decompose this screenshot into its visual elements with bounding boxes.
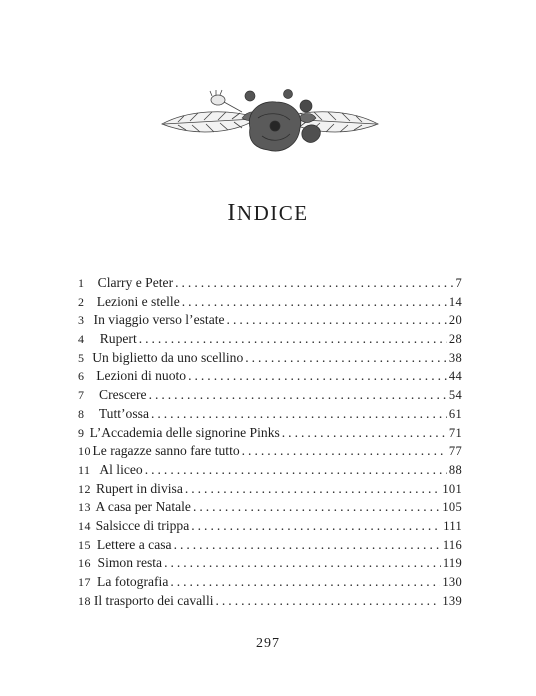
chapter-title: Rupert in divisa (96, 480, 183, 496)
chapter-title: In viaggio verso l’estate (93, 312, 225, 328)
chapter-number: 13 (78, 500, 91, 515)
chapter-number: 2 (78, 294, 85, 309)
chapter-page: 71 (448, 425, 462, 440)
table-of-contents (78, 274, 462, 610)
chapter-title: Salsicce di trippa (95, 517, 190, 533)
chapter-page: 139 (442, 593, 462, 608)
chapter-number: 17 (78, 575, 91, 589)
dot-leader (188, 367, 447, 386)
chapter-page: 28 (448, 332, 462, 347)
chapter-title: Al liceo (99, 461, 143, 477)
toc-entry (78, 293, 462, 312)
chapter-title: Lettere a casa (96, 536, 172, 552)
chapter-number: 15 (78, 537, 91, 552)
dot-leader (193, 498, 440, 517)
chapter-title: Lezioni di nuoto (96, 368, 187, 384)
chapter-number: 11 (78, 462, 91, 477)
chapter-number: 9 (78, 425, 85, 440)
chapter-number: 3 (78, 313, 85, 328)
dot-leader (149, 386, 447, 405)
dot-leader (242, 442, 447, 461)
chapter-page: 14 (448, 294, 462, 309)
dot-leader (191, 517, 441, 536)
toc-entry (78, 573, 462, 592)
chapter-title: Un biglietto da uno scellino (92, 349, 244, 365)
chapter-number: 10 (78, 444, 91, 459)
chapter-number: 14 (78, 518, 91, 533)
chapter-number: 12 (78, 481, 91, 496)
toc-entry (78, 330, 462, 349)
chapter-title: Tutt’ossa (98, 405, 149, 421)
chapter-title: Le ragazze sanno fare tutto (92, 443, 240, 459)
chapter-number: 1 (78, 276, 85, 290)
chapter-page: 7 (455, 276, 462, 290)
dot-leader (282, 424, 447, 443)
chapter-title: Clarry e Peter (97, 275, 174, 290)
chapter-page: 61 (448, 406, 462, 421)
dot-leader (145, 461, 447, 480)
toc-entry (78, 480, 462, 499)
chapter-number: 5 (78, 350, 85, 365)
chapter-page: 130 (442, 575, 462, 589)
dot-leader (151, 405, 447, 424)
chapter-page: 119 (442, 556, 462, 571)
dot-leader (216, 592, 441, 611)
chapter-title: Il trasporto dei cavalli (93, 592, 214, 608)
dot-leader (174, 536, 441, 555)
dot-leader (164, 554, 441, 573)
chapter-title: L’Accademia delle signorine Pinks (89, 424, 280, 440)
chapter-number: 16 (78, 556, 91, 571)
page-number: 297 (256, 636, 280, 651)
chapter-page: 101 (442, 481, 462, 496)
chapter-page: 38 (448, 350, 462, 365)
chapter-title: La fotografia (97, 574, 169, 589)
toc-entry (78, 405, 462, 424)
chapter-page: 77 (448, 444, 462, 459)
toc-entry (78, 386, 462, 405)
chapter-page: 88 (448, 462, 462, 477)
toc-entry (78, 424, 462, 443)
toc-entry (78, 592, 462, 611)
toc-entry (78, 367, 462, 386)
dot-leader (245, 349, 447, 368)
toc-entry (78, 554, 462, 573)
dot-leader (175, 274, 453, 293)
chapter-number: 8 (78, 406, 85, 421)
toc-entry (78, 517, 462, 536)
flower-garland-icon (158, 88, 382, 168)
dot-leader (227, 311, 447, 330)
chapter-number: 4 (78, 332, 85, 347)
chapter-page: 105 (442, 500, 462, 515)
chapter-title: Lezioni e stelle (96, 293, 180, 309)
toc-entry (78, 311, 462, 330)
toc-entry (78, 461, 462, 480)
chapter-number: 7 (78, 388, 85, 403)
toc-entry (78, 349, 462, 368)
toc-entry (78, 498, 462, 517)
chapter-title: Rupert (99, 331, 137, 347)
chapter-number: 6 (78, 369, 85, 384)
toc-entry (78, 442, 462, 461)
chapter-title: A casa per Natale (95, 499, 191, 515)
chapter-page: 54 (448, 388, 462, 403)
chapter-page: 44 (448, 369, 462, 384)
dot-leader (170, 573, 440, 592)
toc-entry (78, 536, 462, 555)
dot-leader (185, 480, 440, 499)
chapter-title: Simon resta (97, 555, 163, 571)
dot-leader (182, 293, 447, 312)
chapter-title: Crescere (99, 387, 147, 403)
dot-leader (139, 330, 447, 349)
chapter-page: 111 (443, 518, 462, 533)
page-title: INDICE (227, 200, 309, 226)
chapter-number: 18 (78, 593, 91, 608)
toc-entry (78, 274, 462, 293)
chapter-page: 116 (442, 537, 462, 552)
chapter-page: 20 (448, 313, 462, 328)
